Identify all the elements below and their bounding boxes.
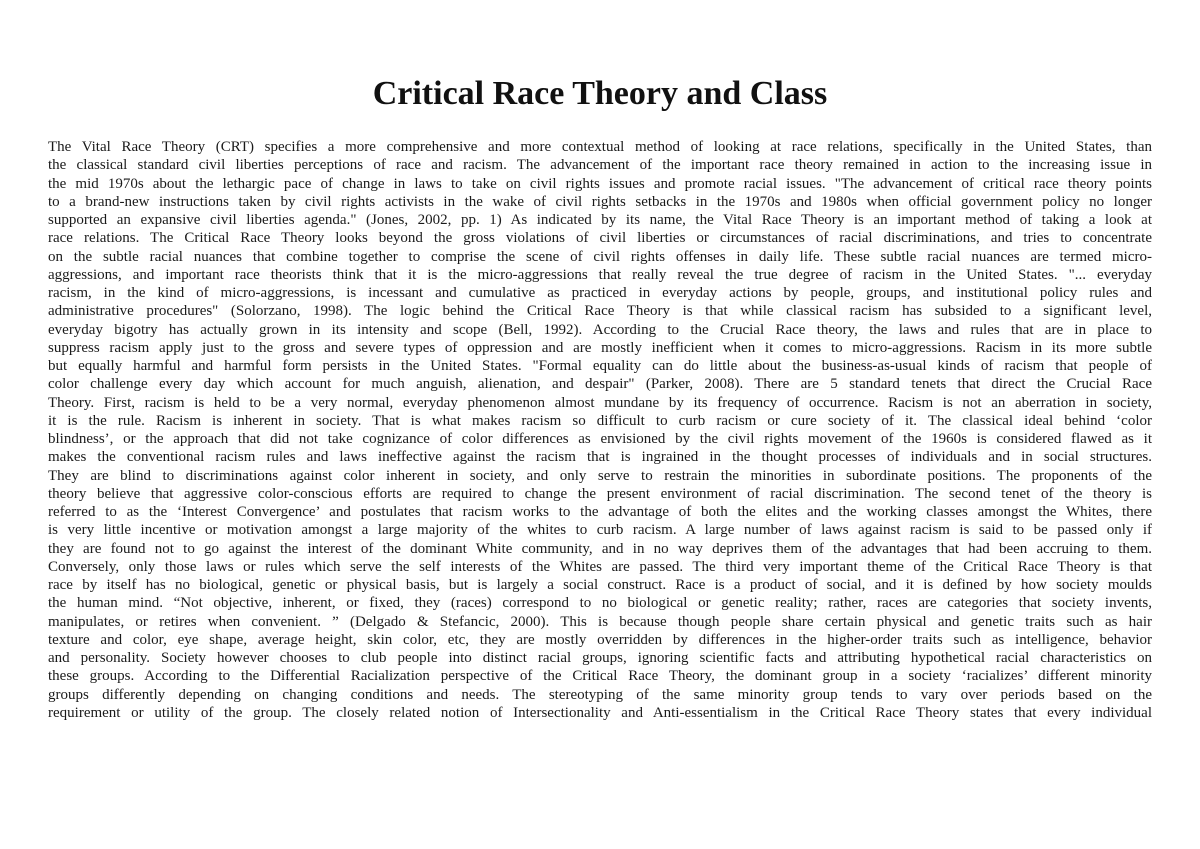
text-line: They are blind to discriminations against color inherent in society, and only serve to restrain the minorities in subordinate positions. The proponents of the	[48, 467, 1152, 484]
text-line: theory believe that aggressive color-conscious efforts are required to change the present environment of racial discrimination. The second tenet of the theory is	[48, 485, 1152, 502]
page-title: Critical Race Theory and Class	[372, 75, 828, 112]
text-line: referred to as the ‘Interest Convergence’ and postulates that racism works to the advantage of both the elites and the working classes amongst the Whites, there	[48, 504, 1152, 520]
text-line: on the subtle racial nuances that combine together to comprise the scene of civil rights offenses in daily life. These subtle racial nuances are termed micro-	[48, 248, 1152, 265]
text-line: makes the conventional racism rules and laws ineffective against the racism that is ingrained in the thought processes of individuals and in social structures.	[48, 449, 1152, 466]
text-line: everyday bigotry has actually grown in its intensity and scope (Bell, 1992). According to the Crucial Race theory, the laws and rules that are in place to	[48, 321, 1152, 338]
text-line: administrative procedures" (Solorzano, 1998). The logic behind the Critical Race Theory is that while classical racism has subsided to a significant level,	[48, 303, 1152, 320]
text-line: suppress racism apply just to the gross and severe types of oppression and are mostly inefficient when it comes to micro-aggressions. Racism in its more subtle	[48, 339, 1152, 356]
text-line: supported an expansive civil liberties agenda." (Jones, 2002, pp. 1) As indicated by its name, the Vital Race Theory is an important method of taking a look at	[48, 212, 1152, 228]
text-line: Theory. First, racism is held to be a very normal, everyday phenomenon almost mundane by its frequency of occurrence. Racism is not an aberration in society,	[48, 394, 1152, 411]
text-line: groups differently depending on changing conditions and needs. The stereotyping of the same minority group tends to vary over periods based on the	[48, 686, 1152, 703]
text-line: it is the rule. Racism is inherent in society. That is what makes racism so difficult to curb racism or cure society of it. The classical ideal behind ‘color	[48, 412, 1152, 429]
essay-body	[48, 138, 1152, 722]
text-line: The Vital Race Theory (CRT) specifies a more comprehensive and more contextual method of looking at race relations, specifically in the United States, than	[48, 139, 1152, 155]
text-line: race relations. The Critical Race Theory looks beyond the gross violations of civil liberties or circumstances of racial discriminations, and tries to concentrate	[48, 230, 1152, 247]
text-line: requirement or utility of the group. The closely related notion of Intersectionality and Anti-essentialism in the Critical Race Theory states that every individual	[48, 704, 1152, 721]
text-line: texture and color, eye shape, average height, skin color, etc, they are mostly overridden by differences in the higher-order traits such as intelligence, behavior	[48, 631, 1152, 648]
text-line: aggressions, and important race theorists think that it is the micro-aggressions that really reveal the true degree of racism in the United States. "... everyday	[48, 266, 1152, 283]
text-line: manipulates, or retires when convenient. ” (Delgado & Stefancic, 2000). This is because though people share certain physical and genetic traits such as hair	[48, 613, 1152, 630]
text-line: Conversely, only those laws or rules which serve the self interests of the Whites are passed. The third very important theme of the Critical Race Theory is that	[48, 558, 1152, 575]
text-line: these groups. According to the Differential Racialization perspective of the Critical Race Theory, the dominant group in a society ‘racializes’ different minority	[48, 668, 1152, 685]
text-line: the mid 1970s about the lethargic pace of change in laws to take on civil rights issues and promote racial issues. "The advancement of critical race theory points	[48, 175, 1152, 192]
text-line: the classical standard civil liberties perceptions of race and racism. The advancement of the important race theory remained in action to the increasing issue in	[48, 157, 1152, 174]
text-line: racism, in the kind of micro-aggressions, is incessant and cumulative as practiced in everyday actions by people, groups, and institutional policy rules and	[48, 285, 1152, 301]
text-line: blindness’, or the approach that did not take cognizance of color differences as envisioned by the civil rights movement of the 1960s is considered flawed as it	[48, 431, 1152, 447]
text-line: and personality. Society however chooses to club people into distinct racial groups, ignoring scientific facts and attributing hypothetical racial characteristics on	[48, 650, 1152, 666]
text-line: is very little incentive or motivation amongst a large majority of the whites to curb racism. A large number of laws against racism is said to be passed only if	[48, 522, 1152, 539]
text-line: but equally harmful and harmful form persists in the United States. "Formal equality can do little about the business-as-usual kinds of racism that people of	[48, 358, 1152, 374]
text-line: color challenge every day which account for much anguish, alienation, and despair" (Parker, 2008). There are 5 standard tenets that direct the Crucial Race	[48, 376, 1152, 393]
text-line: they are found not to go against the interest of the dominant White community, and in no way deprives them of the advantages that had been accruing to them.	[48, 540, 1152, 557]
text-line: to a brand-new instructions taken by civil rights activists in the wake of civil rights setbacks in the 1970s and 1980s when official government policy no longer	[48, 193, 1152, 210]
text-line: race by itself has no biological, genetic or physical basis, but is largely a social construct. Race is a product of social, and it is defined by how society moulds	[48, 577, 1152, 593]
text-line: the human mind. “Not objective, inherent, or fixed, they (races) correspond to no biological or genetic reality; rather, races are categories that society invents,	[48, 595, 1152, 612]
